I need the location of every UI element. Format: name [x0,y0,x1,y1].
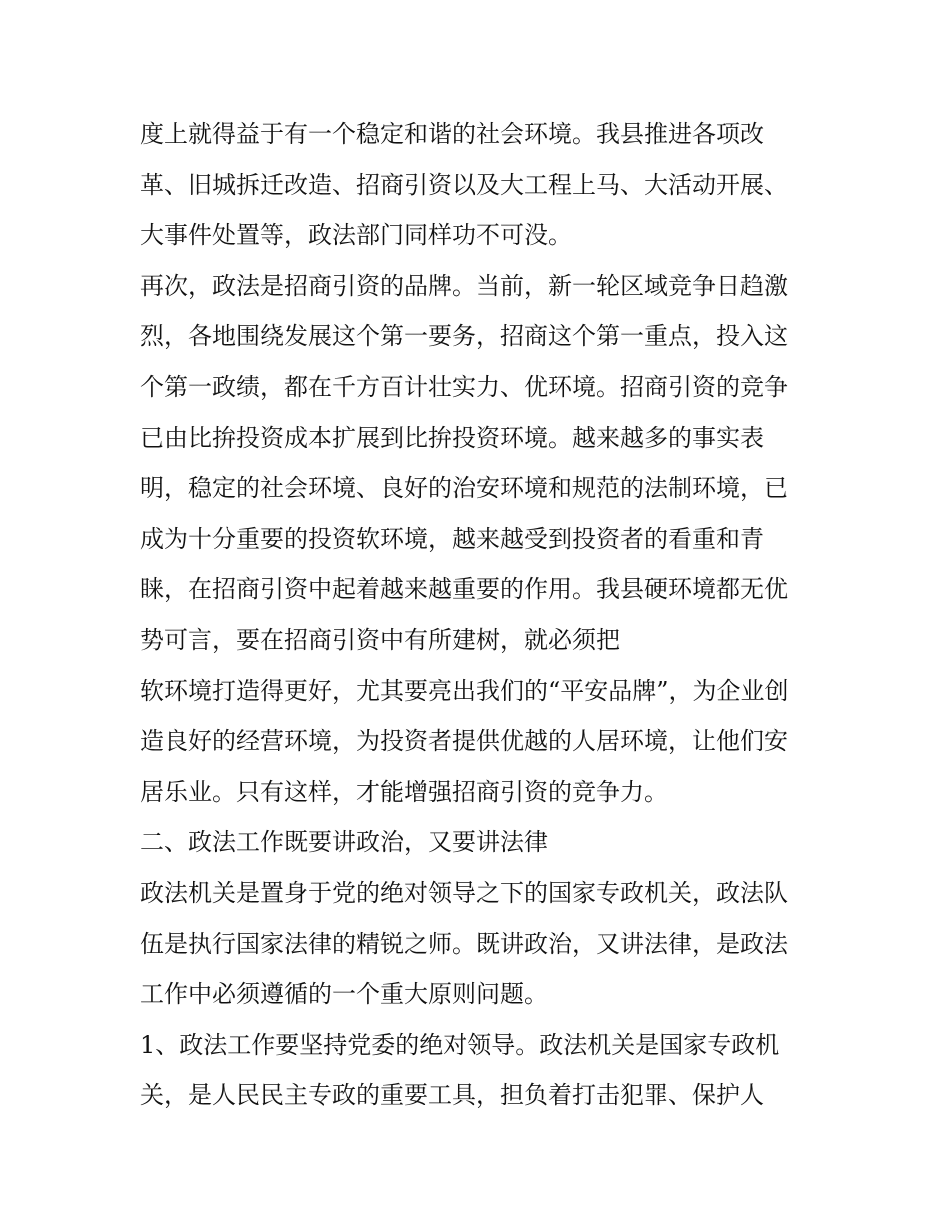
text-line: 1、政法工作要坚持党委的绝对领导。政法机关是国家专政机 [140,1030,780,1059]
text-line: 明，稳定的社会环境、良好的治安环境和规范的法制环境，已 [140,474,788,503]
text-line: 已由比拚投资成本扩展到比拚投资环境。越来越多的事实表 [140,423,764,452]
text-line: 关，是人民民主专政的重要工具，担负着打击犯罪、保护人 [140,1081,764,1110]
text-line: 革、旧城拆迁改造、招商引资以及大工程上马、大活动开展、 [140,170,788,199]
text-line: 居乐业。只有这样，才能增强招商引资的竞争力。 [140,777,668,806]
document-body [140,109,820,1121]
text-line: 伍是执行国家法律的精锐之师。既讲政治，又讲法律，是政法 [140,929,788,958]
text-line: 成为十分重要的投资软环境，越来越受到投资者的看重和青 [140,524,764,553]
text-line: 造良好的经营环境，为投资者提供优越的人居环境，让他们安 [140,727,788,756]
text-line: 度上就得益于有一个稳定和谐的社会环境。我县推进各项改 [140,120,764,148]
text-line: 大事件处置等，政法部门同样功不可没。 [140,221,572,250]
text-line: 睐，在招商引资中起着越来越重要的作用。我县硬环境都无优 [140,575,788,604]
text-line: 政法机关是置身于党的绝对领导之下的国家专政机关，政法队 [140,878,788,907]
text-line: 工作中必须遵循的一个重大原则问题。 [140,980,548,1009]
text-line: 烈，各地围绕发展这个第一要务，招商这个第一重点，投入这 [140,322,788,351]
text-line: 个第一政绩，都在千方百计壮实力、优环境。招商引资的竞争 [140,372,788,401]
text-line: 再次，政法是招商引资的品牌。当前，新一轮区域竞争日趋激 [140,271,788,300]
text-line: 软环境打造得更好，尤其要亮出我们的“平安品牌”，为企业创 [140,676,789,705]
text-line: 势可言，要在招商引资中有所建树，就必须把 [140,625,620,654]
section-heading: 二、政法工作既要讲政治，又要讲法律 [140,828,548,857]
